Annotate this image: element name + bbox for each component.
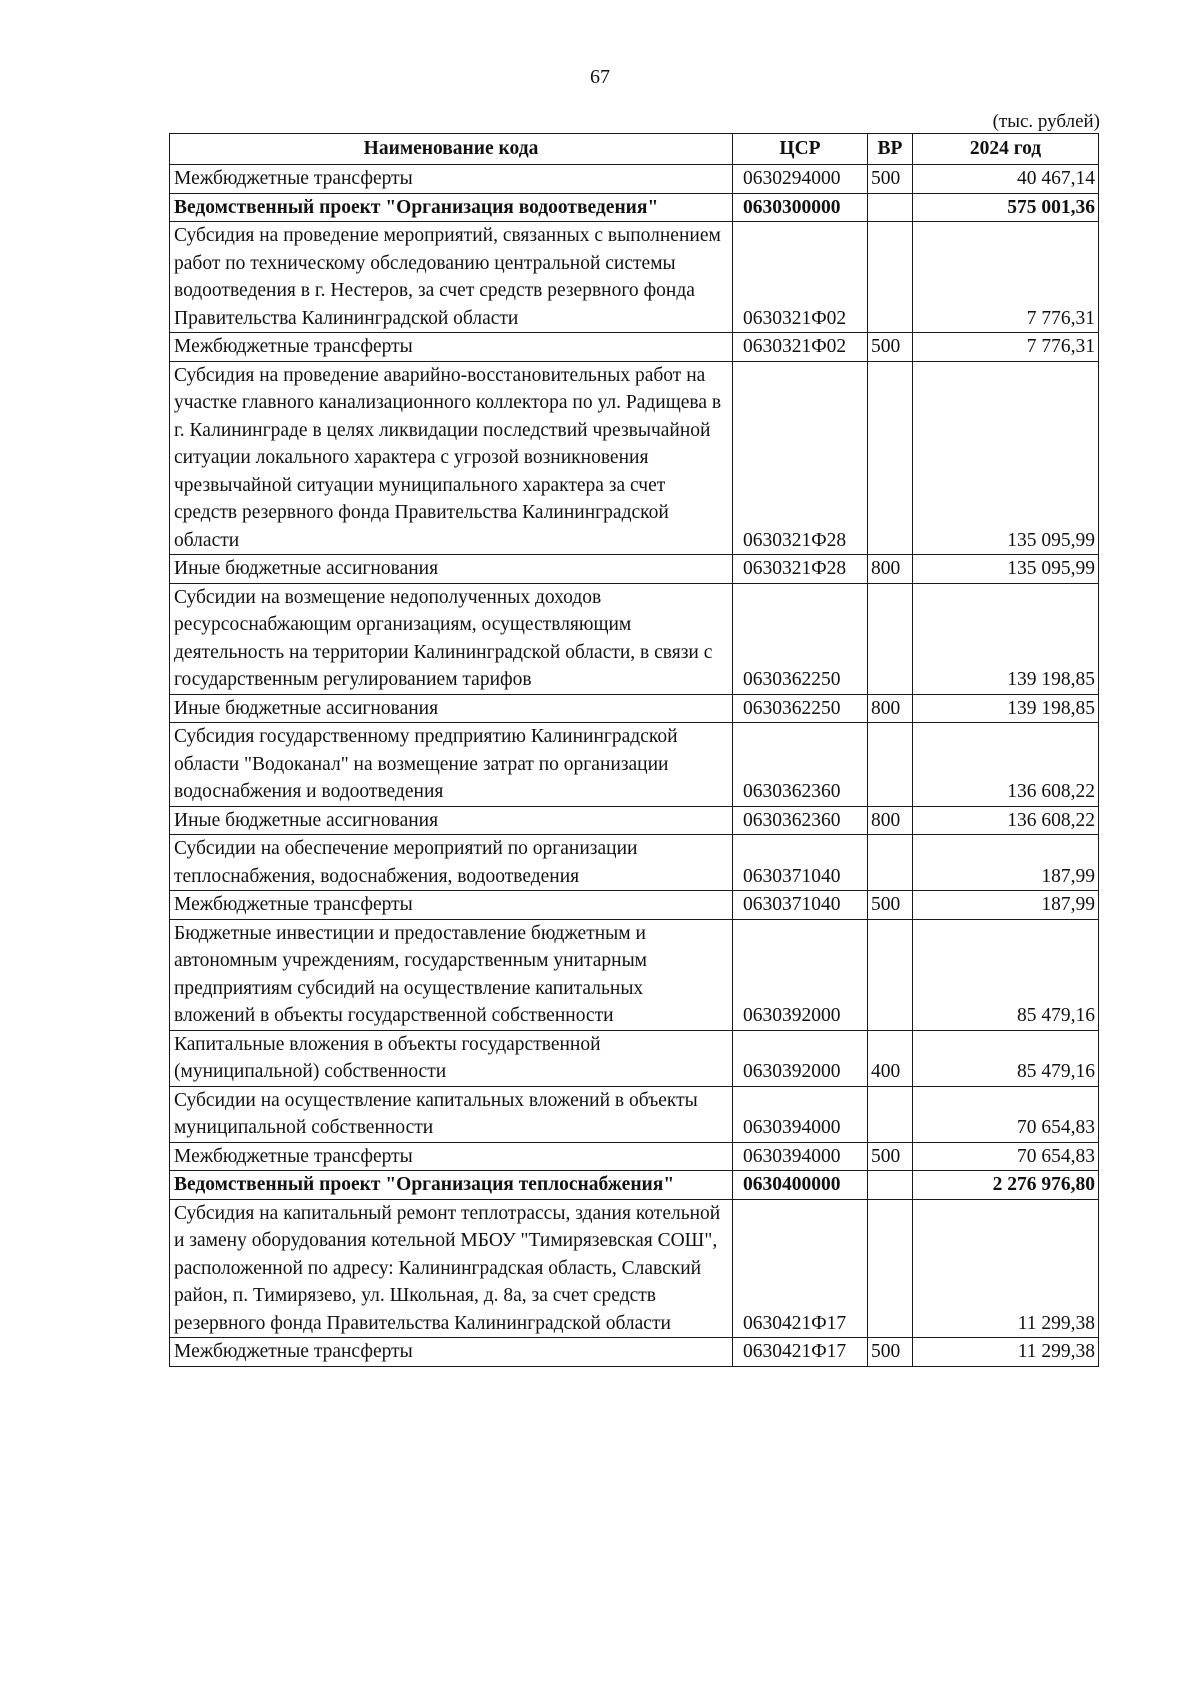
row-vr-cell	[868, 919, 913, 1030]
row-amount-cell: 135 095,99	[913, 555, 1099, 584]
row-amount-cell: 7 776,31	[913, 222, 1099, 333]
row-amount-cell: 11 299,38	[913, 1199, 1099, 1338]
row-csr-cell: 0630362250	[733, 694, 868, 723]
row-vr-cell	[868, 361, 913, 555]
row-vr-cell: 500	[868, 1338, 913, 1367]
row-csr-cell: 0630392000	[733, 919, 868, 1030]
row-csr-cell: 0630400000	[733, 1171, 868, 1200]
row-name-cell: Субсидия государственному предприятию Калининградской области "Водоканал" на возмещение затрат по организации водоснабжения и водоотведения	[170, 723, 733, 807]
row-amount-cell: 85 479,16	[913, 1030, 1099, 1086]
table-row	[170, 165, 1099, 194]
row-csr-cell: 0630362360	[733, 806, 868, 835]
row-name-cell: Иные бюджетные ассигнования	[170, 694, 733, 723]
row-name-cell: Иные бюджетные ассигнования	[170, 555, 733, 584]
row-vr-cell: 500	[868, 165, 913, 194]
row-amount-cell: 187,99	[913, 835, 1099, 891]
table-row	[170, 806, 1099, 835]
header-name: Наименование кода	[170, 134, 733, 165]
table-row	[170, 1171, 1099, 1200]
row-vr-cell: 500	[868, 1142, 913, 1171]
row-amount-cell: 575 001,36	[913, 193, 1099, 222]
table-row	[170, 1199, 1099, 1338]
row-vr-cell: 800	[868, 806, 913, 835]
row-name-cell: Ведомственный проект "Организация водоотведения"	[170, 193, 733, 222]
table-row	[170, 694, 1099, 723]
row-csr-cell: 0630321Ф28	[733, 361, 868, 555]
row-amount-cell: 11 299,38	[913, 1338, 1099, 1367]
row-amount-cell: 85 479,16	[913, 919, 1099, 1030]
row-vr-cell: 500	[868, 333, 913, 362]
row-vr-cell: 800	[868, 555, 913, 584]
table-row	[170, 361, 1099, 555]
row-csr-cell: 0630300000	[733, 193, 868, 222]
row-name-cell: Субсидия на проведение аварийно-восстановительных работ на участке главного канализационного коллектора по ул. Радищева в г. Калининграде в целях ликвидации последствий чрезвычайной ситуации локального характера с угрозой возникновения чрезвычайной ситуации муниципального характера за счет средств резервного фонда Правительства Калининградской области	[170, 361, 733, 555]
header-csr: ЦСР	[733, 134, 868, 165]
row-name-cell: Субсидии на осуществление капитальных вложений в объекты муниципальной собственности	[170, 1086, 733, 1142]
row-csr-cell: 0630394000	[733, 1086, 868, 1142]
row-vr-cell	[868, 1086, 913, 1142]
table-row	[170, 193, 1099, 222]
table-row	[170, 1142, 1099, 1171]
table-row	[170, 555, 1099, 584]
row-csr-cell: 0630371040	[733, 835, 868, 891]
row-csr-cell: 0630362250	[733, 583, 868, 694]
row-vr-cell	[868, 1199, 913, 1338]
row-amount-cell: 136 608,22	[913, 806, 1099, 835]
table-row	[170, 891, 1099, 920]
row-csr-cell: 0630394000	[733, 1142, 868, 1171]
table-row	[170, 1086, 1099, 1142]
row-name-cell: Субсидия на капитальный ремонт теплотрассы, здания котельной и замену оборудования котельной МБОУ "Тимирязевская СОШ", расположенной по адресу: Калининградская область, Славский район, п. Тимирязево, ул. Школьная, д. 8а, за счет средств резервного фонда Правительства Калининградской области	[170, 1199, 733, 1338]
row-name-cell: Субсидия на проведение мероприятий, связанных с выполнением работ по техническому обследованию центральной системы водоотведения в г. Нестеров, за счет средств резервного фонда Правительства Калининградской области	[170, 222, 733, 333]
row-vr-cell	[868, 723, 913, 807]
row-vr-cell	[868, 193, 913, 222]
table-header-row	[170, 134, 1099, 165]
row-amount-cell: 187,99	[913, 891, 1099, 920]
row-name-cell: Субсидии на обеспечение мероприятий по организации теплоснабжения, водоснабжения, водоотведения	[170, 835, 733, 891]
row-amount-cell: 7 776,31	[913, 333, 1099, 362]
row-amount-cell: 70 654,83	[913, 1142, 1099, 1171]
row-csr-cell: 0630421Ф17	[733, 1199, 868, 1338]
table-row	[170, 333, 1099, 362]
row-csr-cell: 0630294000	[733, 165, 868, 194]
row-csr-cell: 0630321Ф02	[733, 333, 868, 362]
row-vr-cell	[868, 583, 913, 694]
row-vr-cell: 500	[868, 891, 913, 920]
table-body	[170, 165, 1099, 1367]
row-amount-cell: 139 198,85	[913, 583, 1099, 694]
row-amount-cell: 135 095,99	[913, 361, 1099, 555]
table-row	[170, 1338, 1099, 1367]
row-name-cell: Межбюджетные трансферты	[170, 891, 733, 920]
table-row	[170, 919, 1099, 1030]
row-name-cell: Межбюджетные трансферты	[170, 165, 733, 194]
table-row	[170, 583, 1099, 694]
row-amount-cell: 2 276 976,80	[913, 1171, 1099, 1200]
page-number: 67	[590, 66, 610, 88]
row-vr-cell: 400	[868, 1030, 913, 1086]
budget-table	[169, 133, 1099, 1367]
row-vr-cell: 800	[868, 694, 913, 723]
row-csr-cell: 0630321Ф02	[733, 222, 868, 333]
row-vr-cell	[868, 835, 913, 891]
row-csr-cell: 0630362360	[733, 723, 868, 807]
header-vr: ВР	[868, 134, 913, 165]
row-csr-cell: 0630392000	[733, 1030, 868, 1086]
table-row	[170, 222, 1099, 333]
row-csr-cell: 0630371040	[733, 891, 868, 920]
row-name-cell: Капитальные вложения в объекты государственной (муниципальной) собственности	[170, 1030, 733, 1086]
row-vr-cell	[868, 222, 913, 333]
row-csr-cell: 0630421Ф17	[733, 1338, 868, 1367]
row-name-cell: Ведомственный проект "Организация теплоснабжения"	[170, 1171, 733, 1200]
row-amount-cell: 40 467,14	[913, 165, 1099, 194]
row-name-cell: Бюджетные инвестиции и предоставление бюджетным и автономным учреждениям, государственным унитарным предприятиям субсидий на осуществление капитальных вложений в объекты государственной собственности	[170, 919, 733, 1030]
header-year: 2024 год	[913, 134, 1099, 165]
table-row	[170, 723, 1099, 807]
units-note: (тыс. рублей)	[992, 111, 1100, 132]
table-row	[170, 835, 1099, 891]
row-csr-cell: 0630321Ф28	[733, 555, 868, 584]
row-amount-cell: 136 608,22	[913, 723, 1099, 807]
row-name-cell: Иные бюджетные ассигнования	[170, 806, 733, 835]
row-amount-cell: 139 198,85	[913, 694, 1099, 723]
row-amount-cell: 70 654,83	[913, 1086, 1099, 1142]
row-name-cell: Межбюджетные трансферты	[170, 333, 733, 362]
row-name-cell: Субсидии на возмещение недополученных доходов ресурсоснабжающим организациям, осуществляющим деятельность на территории Калининградской области, в связи с государственным регулированием тарифов	[170, 583, 733, 694]
row-name-cell: Межбюджетные трансферты	[170, 1338, 733, 1367]
row-vr-cell	[868, 1171, 913, 1200]
table-row	[170, 1030, 1099, 1086]
row-name-cell: Межбюджетные трансферты	[170, 1142, 733, 1171]
